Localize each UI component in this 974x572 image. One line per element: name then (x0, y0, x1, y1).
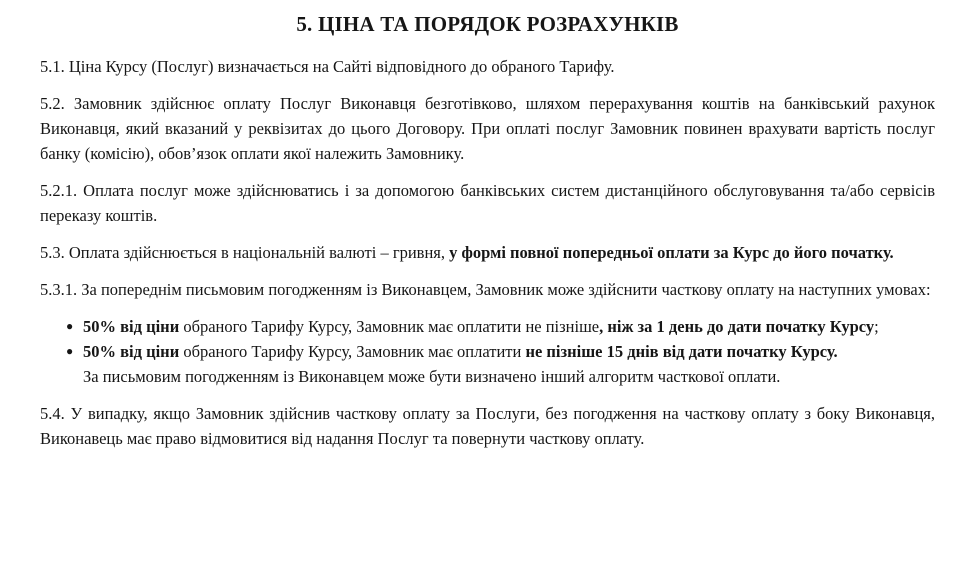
bullet-2-text (83, 339, 935, 389)
section-title: 5. ЦІНА ТА ПОРЯДОК РОЗРАХУНКІВ (296, 12, 679, 36)
list-item (40, 339, 935, 389)
bullet-1-text (83, 314, 935, 339)
clause-5-2-text: 5.2. Замовник здійснює оплату Послуг Виконавця безготівково, шляхом перерахування коштів на банківський рахунок Виконавця, який вказаний у реквізитах до цього Договору. При оплаті послуг Замовник повинен врахувати вартість послуг банку (комісію), обов’язок оплати якої належить Замовнику. (40, 94, 935, 163)
bullet-2-continuation: За письмовим погодженням із Виконавцем може бути визначено інший алгоритм часткової оплати. (83, 367, 781, 386)
clause-5-3 (40, 240, 935, 265)
clause-5-1-text: 5.1. Ціна Курсу (Послуг) визначається на Сайті відповідного до обраного Тарифу. (40, 57, 615, 76)
clause-5-3-1 (40, 277, 935, 302)
clause-5-4 (40, 401, 935, 451)
bullet-2-normal-1: обраного Тарифу Курсу, Замовник має оплатити (179, 342, 526, 361)
clause-5-2-1-text: 5.2.1. Оплата послуг може здійснюватись і за допомогою банківських систем дистанційного обслуговування та/або сервісів переказу коштів. (40, 181, 935, 225)
clause-5-2-1 (40, 178, 935, 228)
bullet-1-bold-1: 50% від ціни (83, 317, 180, 336)
bullet-1-normal-2: ; (874, 317, 879, 336)
clause-5-3-1-text: 5.3.1. За попереднім письмовим погодженням із Виконавцем, Замовник може здійснити часткову оплату на наступних умовах: (40, 280, 931, 299)
bullet-icon: ● (66, 344, 74, 358)
payment-terms-list (40, 314, 935, 389)
clause-5-3-text-normal: 5.3. Оплата здійснюється в національній валюті – гривня, (40, 243, 450, 262)
bullet-1-normal-1: обраного Тарифу Курсу, Замовник має оплатити не пізніше (179, 317, 600, 336)
clause-5-4-text: 5.4. У випадку, якщо Замовник здійснив часткову оплату за Послуги, без погодження на часткову оплату з боку Виконавця, Виконавець має право відмовитися від надання Послуг та повернути часткову оплату. (40, 404, 935, 448)
bullet-1-bold-2: , ніж за 1 день до дати початку Курсу (599, 317, 875, 336)
clause-5-3-text-bold: у формі повної попередньої оплати за Курс до його початку. (449, 243, 894, 262)
bullet-icon: ● (66, 319, 74, 333)
clause-5-1 (40, 54, 935, 79)
clause-5-2 (40, 91, 935, 166)
bullet-2-bold-1: 50% від ціни (83, 342, 180, 361)
bullet-2-bold-2: не пізніше 15 днів від дати початку Курсу. (525, 342, 838, 361)
list-item (40, 314, 935, 339)
